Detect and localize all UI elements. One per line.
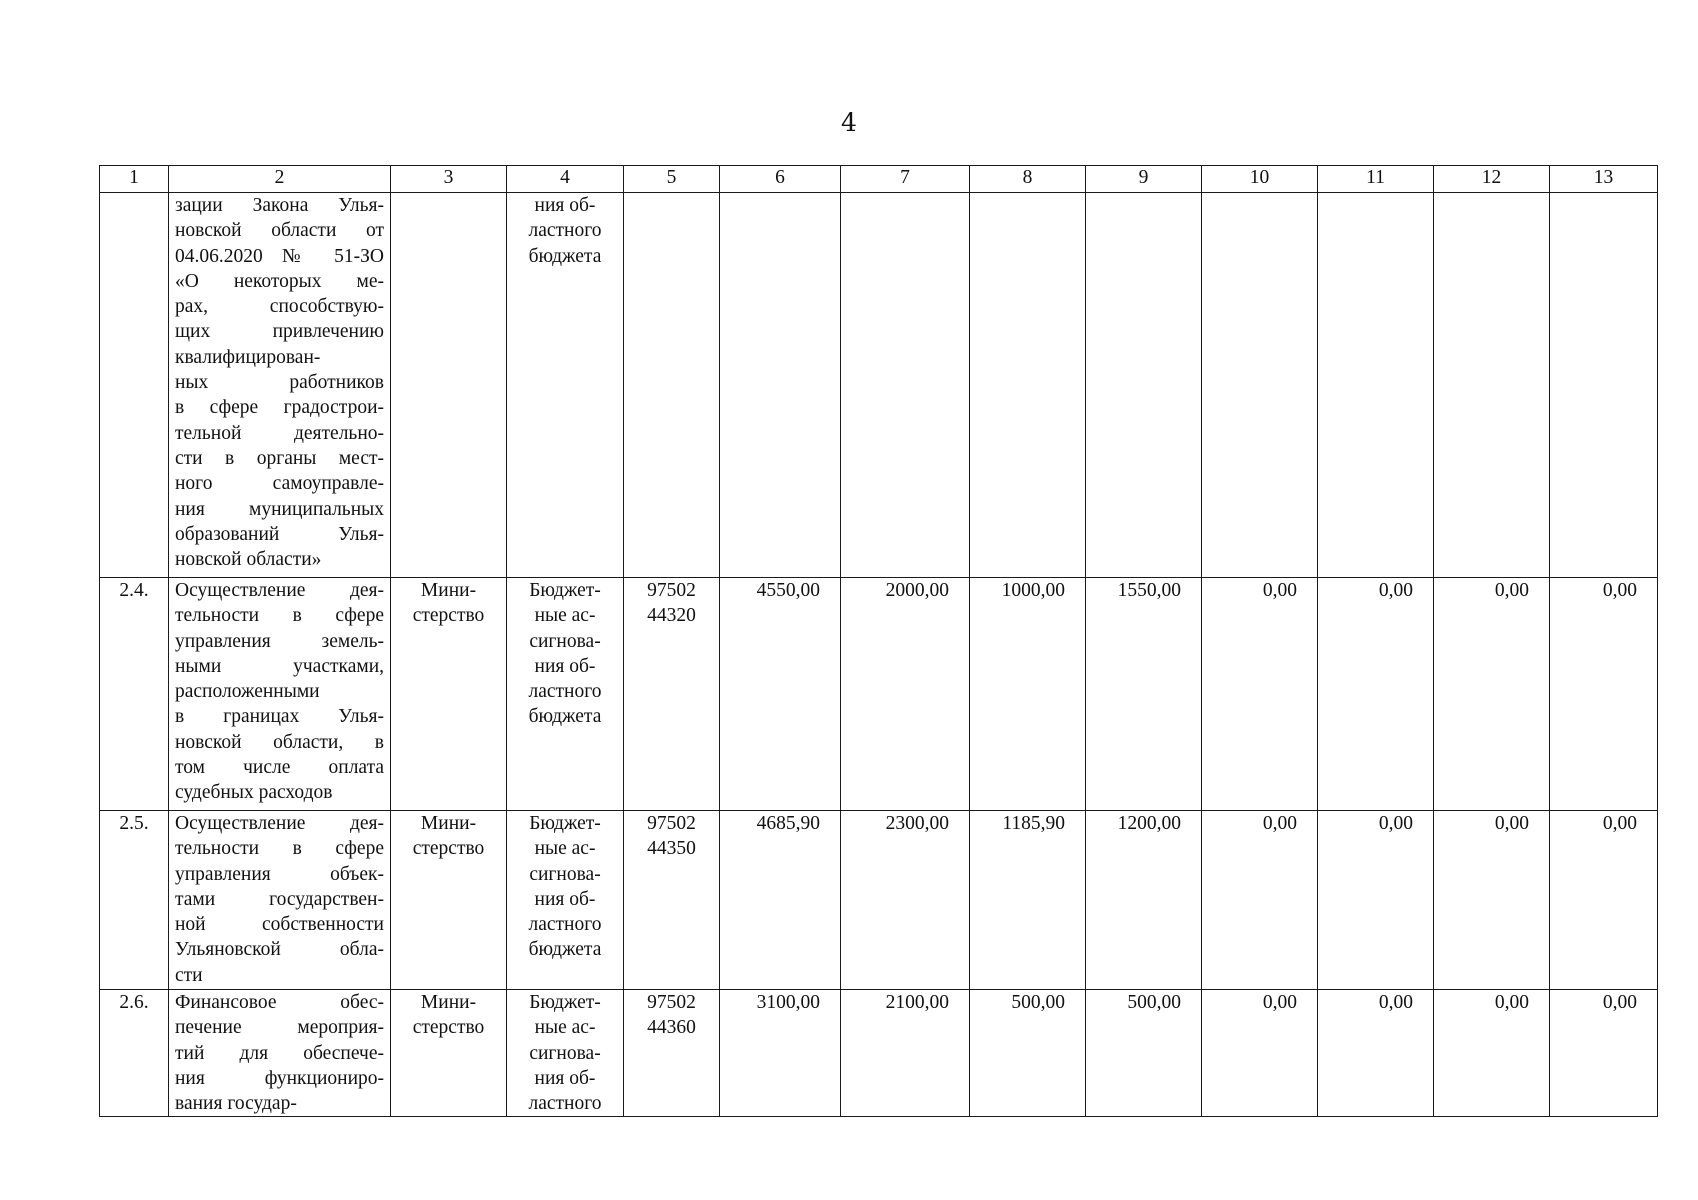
amount-cell: 2300,00 [841,811,970,990]
activity-name-cell-line: управления объек- [175,863,384,885]
column-header: 8 [970,166,1086,193]
activity-name-cell-line: тельности в сфере [175,605,384,627]
activity-name-cell-line: новской области от [175,220,384,242]
funding-source-cell-line: Бюджет- [529,992,601,1013]
amount-cell: 0,00 [1318,811,1434,990]
row-number-cell [100,193,169,578]
activity-name-cell-line: рах, способствую- [175,296,384,318]
funding-source-cell-line: ластного [528,681,602,703]
activity-name-cell-line: в границах Улья- [175,706,384,728]
amount-cell: 0,00 [1434,578,1550,811]
column-header: 5 [624,166,720,193]
amount-cell: 0,00 [1434,811,1550,990]
activity-name-cell [169,578,391,811]
executor-cell [391,578,507,811]
funding-source-cell-line: бюджета [528,706,602,728]
amount-cell: 0,00 [1434,990,1550,1117]
activity-name-cell-line: том числе оплата [175,757,384,779]
amount-cell: 500,00 [970,990,1086,1117]
funding-source-cell [507,578,624,811]
executor-cell-line: стерство [412,1017,485,1039]
funding-source-cell-line: Бюджет- [529,580,601,601]
budget-code-cell [624,578,720,811]
amount-cell: 1550,00 [1086,578,1202,811]
row-number-cell: 2.5. [100,811,169,990]
activity-name-cell-line: сти в органы мест- [175,447,384,469]
amount-cell: 2100,00 [841,990,970,1117]
activity-name-cell-line: ных работников [175,372,384,394]
amount-cell [841,193,970,578]
column-header: 9 [1086,166,1202,193]
amount-cell: 0,00 [1318,578,1434,811]
funding-source-cell [507,193,624,578]
funding-source-cell [507,990,624,1117]
table-row [100,990,1658,1117]
activity-name-cell-line: щих привлечению [175,321,384,343]
amount-cell: 0,00 [1202,578,1318,811]
funding-source-cell-line: ные ас- [534,838,596,860]
budget-table [99,165,1658,1117]
funding-source-cell-line: ния об- [534,888,596,910]
column-header: 13 [1550,166,1658,193]
amount-cell: 4550,00 [720,578,841,811]
column-header: 12 [1434,166,1550,193]
activity-name-cell-line: ния муниципальных [175,498,384,520]
executor-cell [391,193,507,578]
executor-cell-line: Мини- [420,992,477,1013]
funding-source-cell-line: ния об- [534,1067,596,1089]
amount-cell: 0,00 [1202,811,1318,990]
activity-name-cell-line: ной собственности [175,914,384,936]
activity-name-cell-line: «О некоторых ме- [175,270,384,292]
funding-source-cell-line: ластного [528,914,602,936]
budget-code-cell-line: 97502 [647,992,696,1013]
amount-cell [1318,193,1434,578]
activity-name-cell-line: управления земель- [175,630,384,652]
funding-source-cell-line: бюджета [528,939,602,961]
activity-name-cell-line: ного самоуправле- [175,473,384,495]
activity-name-cell-line: тий для обеспече- [175,1042,384,1064]
amount-cell [1434,193,1550,578]
funding-source-cell-line: сигнова- [529,1042,601,1064]
column-header: 7 [841,166,970,193]
activity-name-cell-line: сти [175,964,203,986]
activity-name-cell-line: ния функциониро- [175,1067,384,1089]
funding-source-cell-line: сигнова- [529,630,601,652]
activity-name-cell-line: тами государствен- [175,888,384,910]
amount-cell [1550,193,1658,578]
table-row [100,578,1658,811]
activity-name-cell [169,193,391,578]
activity-name-cell-line: вания государ- [175,1093,297,1115]
executor-cell [391,811,507,990]
activity-name-cell-line: печение мероприя- [175,1017,384,1039]
amount-cell [720,193,841,578]
header-row [100,166,1658,193]
amount-cell: 1200,00 [1086,811,1202,990]
funding-source-cell-line: ные ас- [534,1017,596,1039]
column-header: 11 [1318,166,1434,193]
budget-code-cell [624,193,720,578]
activity-name-cell-line: новской области, в [175,731,384,753]
funding-source-cell-line: Бюджет- [529,813,601,834]
amount-cell: 0,00 [1550,811,1658,990]
executor-cell-line: Мини- [420,580,477,601]
amount-cell: 1000,00 [970,578,1086,811]
amount-cell: 0,00 [1318,990,1434,1117]
activity-name-cell-line: в сфере градострои- [175,397,384,419]
funding-source-cell-line: ния об- [534,655,596,677]
activity-name-cell-line: Осуществление дея- [175,813,384,834]
activity-name-cell-line: тельной деятельно- [175,422,384,444]
activity-name-cell-line: судебных расходов [175,782,333,804]
funding-source-cell-line: ния об- [534,195,596,216]
column-header: 2 [169,166,391,193]
funding-source-cell-line: ластного [528,220,602,242]
funding-source-cell-line: сигнова- [529,863,601,885]
column-header: 3 [391,166,507,193]
budget-code-cell-line: 97502 [647,813,696,834]
column-header: 1 [100,166,169,193]
executor-cell-line: Мини- [420,813,477,834]
table-body [100,193,1658,1117]
budget-code-cell [624,811,720,990]
activity-name-cell-line: Ульяновской обла- [175,939,384,961]
amount-cell [1086,193,1202,578]
table-row [100,193,1658,578]
amount-cell [970,193,1086,578]
amount-cell: 1185,90 [970,811,1086,990]
activity-name-cell-line: Осуществление дея- [175,580,384,601]
table-header [100,166,1658,193]
executor-cell [391,990,507,1117]
activity-name-cell-line: ными участками, [175,655,384,677]
amount-cell: 3100,00 [720,990,841,1117]
activity-name-cell-line: образований Улья- [175,523,384,545]
page-number: 4 [841,108,857,137]
activity-name-cell-line: новской области» [175,549,322,571]
funding-source-cell-line: бюджета [528,245,602,267]
activity-name-cell-line: Финансовое обес- [175,992,384,1013]
amount-cell [1202,193,1318,578]
executor-cell-line: стерство [412,838,485,860]
activity-name-cell-line: расположенными [175,681,320,703]
funding-source-cell [507,811,624,990]
budget-code-cell [624,990,720,1117]
activity-name-cell [169,990,391,1117]
amount-cell: 0,00 [1202,990,1318,1117]
funding-source-cell-line: ные ас- [534,605,596,627]
table-row [100,811,1658,990]
column-header: 10 [1202,166,1318,193]
budget-code-cell-line: 44360 [647,1017,696,1039]
column-header: 4 [507,166,624,193]
row-number-cell: 2.4. [100,578,169,811]
row-number-cell: 2.6. [100,990,169,1117]
activity-name-cell-line: зации Закона Улья- [175,195,384,216]
activity-name-cell-line: 04.06.2020 № 51-ЗО [175,245,384,267]
budget-code-cell-line: 44350 [647,838,696,860]
activity-name-cell-line: квалифицирован- [175,346,321,368]
budget-code-cell-line: 97502 [647,580,696,601]
funding-source-cell-line: ластного [528,1093,602,1115]
amount-cell: 0,00 [1550,990,1658,1117]
amount-cell: 0,00 [1550,578,1658,811]
executor-cell-line: стерство [412,605,485,627]
budget-code-cell-line: 44320 [647,605,696,627]
amount-cell: 2000,00 [841,578,970,811]
column-header: 6 [720,166,841,193]
activity-name-cell-line: тельности в сфере [175,838,384,860]
activity-name-cell [169,811,391,990]
amount-cell: 4685,90 [720,811,841,990]
amount-cell: 500,00 [1086,990,1202,1117]
